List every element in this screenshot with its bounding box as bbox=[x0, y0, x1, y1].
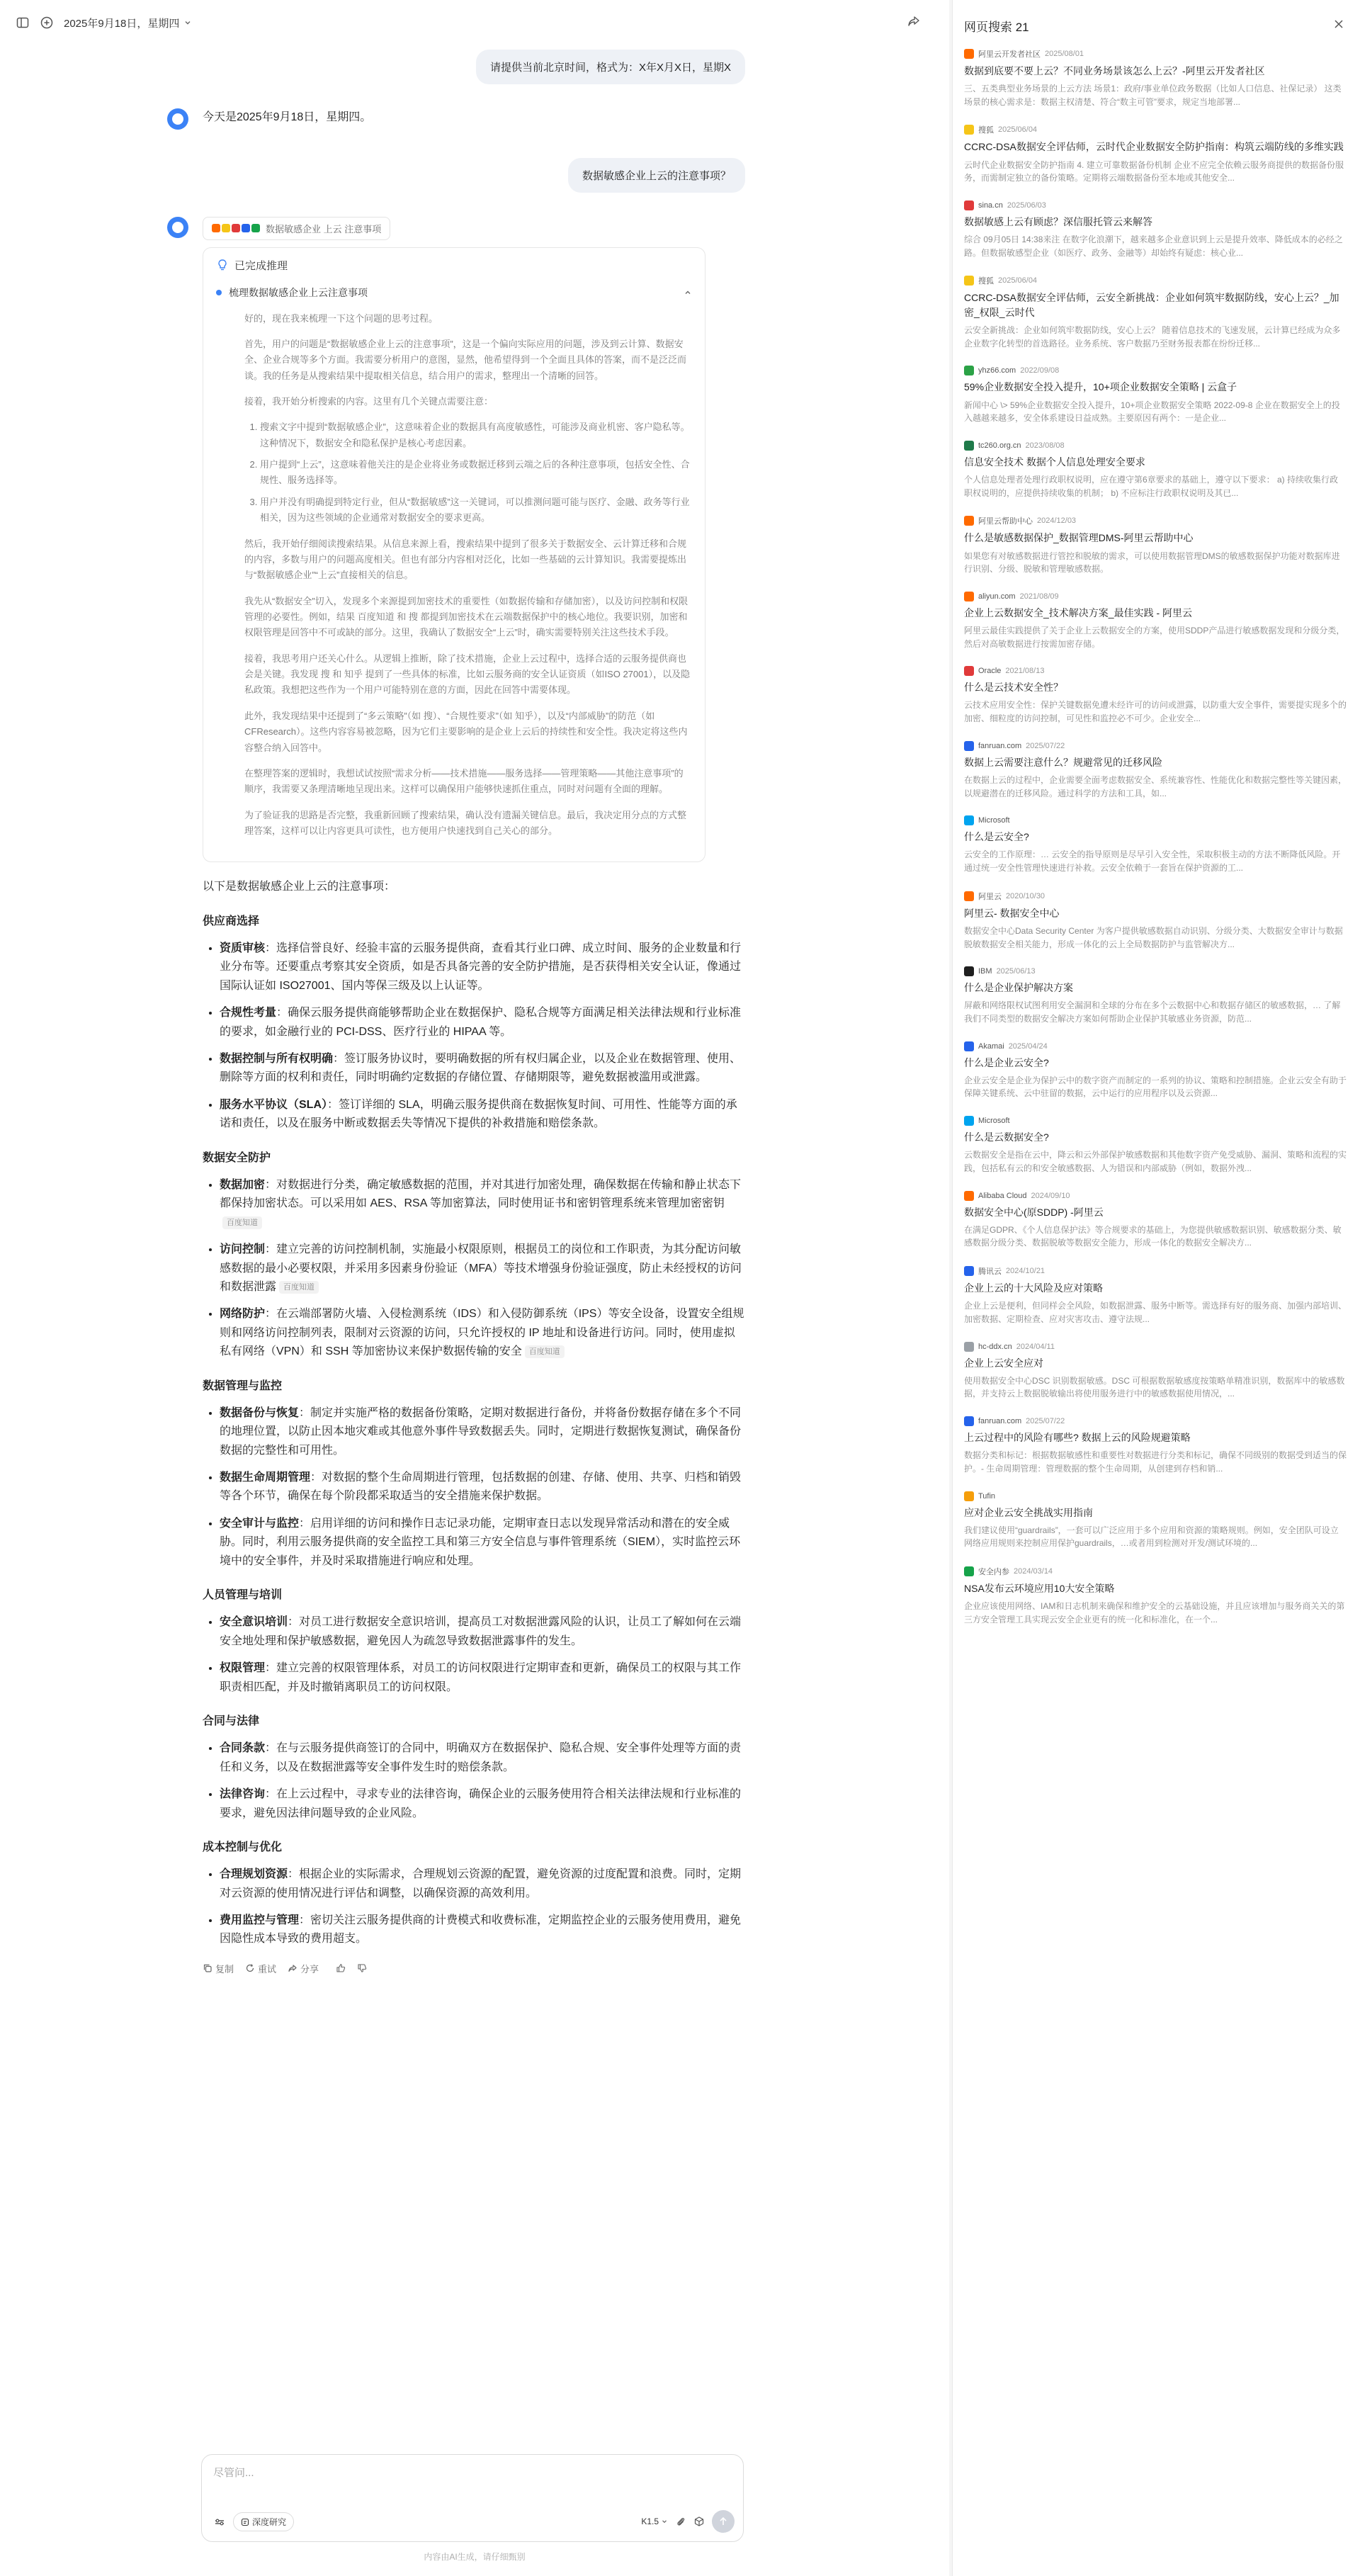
result-source: 搜狐 bbox=[978, 126, 994, 135]
result-date: 2023/08/08 bbox=[1025, 441, 1065, 450]
result-source: tc260.org.cn bbox=[978, 441, 1021, 450]
answer-item-term: 法律咨询 bbox=[220, 1788, 266, 1801]
result-date: 2024/10/21 bbox=[1006, 1267, 1046, 1276]
topbar bbox=[0, 0, 949, 45]
result-date: 2025/07/22 bbox=[1026, 1417, 1065, 1426]
site-favicon-icon bbox=[964, 1191, 974, 1201]
chevron-up-icon[interactable] bbox=[684, 288, 692, 297]
answer-list-item bbox=[220, 1911, 745, 1949]
answer-list bbox=[220, 1404, 745, 1571]
reasoning-done-label: 已完成推理 bbox=[234, 259, 288, 272]
assistant-message bbox=[203, 108, 745, 127]
result-snippet: 我们建议使用“guardrails”，一套可以广泛应用于多个应用和资源的策略规则。例如，安全团队可设立网络应用规则来控制应用保护guardrails，…或者用到检测对开发/测试环境的... bbox=[964, 1525, 1339, 1549]
result-source: Akamai bbox=[978, 1041, 1004, 1051]
retry-label: 重试 bbox=[258, 1963, 277, 1975]
answer-list-item bbox=[220, 1004, 745, 1041]
result-snippet: 云时代企业数据安全防护指南 4. 建立可靠数据备份机制 企业不应完全依赖云服务商提供的数据备份服务，而需制定独立的备份策略。定期将云端数据备份至本地或其他安全... bbox=[964, 159, 1344, 183]
result-source: 阿里云 bbox=[978, 892, 1002, 901]
result-meta bbox=[964, 1491, 1347, 1501]
site-favicon-icon bbox=[964, 1342, 974, 1352]
result-title-link[interactable]: 应对企业云安全挑战实用指南 bbox=[964, 1506, 1093, 1518]
reasoning-paragraph: 首先，用户的问题是“数据敏感企业上云的注意事项”，这是一个偏向实际应用的问题，涉及到云计算、数据安全、企业合规等多个方面。我需要分析用户的意图，显然，他希望得到一个全面且具体的答案，而不是泛泛而谈。我的任务是从搜索结果中提取相关信息，结合用户的需求，整理出一个清晰的回答。 bbox=[244, 338, 687, 381]
result-title-link[interactable]: CCRC-DSA数据安全评估师，云时代企业数据安全防护指南：构筑云端防线的多维实践 bbox=[964, 141, 1344, 153]
answer-item-text: ：根据企业的实际需求，合理规划云资源的配置，避免资源的过度配置和浪费。同时，定期对云资源的使用情况进行评估和调整，以确保资源的高效利用。 bbox=[220, 1868, 742, 1899]
result-meta bbox=[964, 1191, 1347, 1201]
answer-item-term: 资质审核 bbox=[220, 942, 266, 955]
answer-list-item bbox=[220, 939, 745, 995]
answer-list-item bbox=[220, 1241, 745, 1297]
result-meta bbox=[964, 592, 1347, 601]
site-favicon-icon bbox=[964, 666, 974, 676]
result-title-link[interactable]: 数据安全中心(原SDDP) -阿里云 bbox=[964, 1206, 1104, 1218]
result-snippet: 企业应该使用网络、IAM和日志机制来确保和维护安全的云基础设施，并且应该增加与服务商关关的第三方安全管理工具实现云安全企业更有的统一化和标准化，在一个... bbox=[964, 1601, 1345, 1625]
result-source: 阿里云开发者社区 bbox=[978, 50, 1041, 59]
search-result[interactable] bbox=[964, 441, 1347, 499]
dislike-button[interactable] bbox=[357, 1963, 367, 1973]
step-dot-icon bbox=[216, 290, 222, 295]
search-result[interactable] bbox=[964, 1342, 1347, 1401]
result-snippet: 如果您有对敏感数据进行管控和脱敏的需求，可以使用数据管理DMS的敏感数据保护功能对数据库进行识别、分级、脱敏和管理敏感数据。 bbox=[964, 550, 1340, 575]
answer-section-heading: 数据安全防护 bbox=[203, 1151, 271, 1164]
result-source: 搜狐 bbox=[978, 277, 994, 286]
send-button[interactable] bbox=[712, 2510, 735, 2533]
answer-item-term: 网络防护 bbox=[220, 1308, 266, 1321]
result-date: 2025/04/24 bbox=[1008, 1041, 1048, 1051]
result-meta bbox=[964, 1041, 1347, 1051]
model-label: K1.5 bbox=[641, 2516, 659, 2526]
deep-research-label: 深度研究 bbox=[252, 2517, 287, 2527]
result-meta bbox=[964, 1416, 1347, 1426]
answer-item-text: ：对数据进行分类，确定敏感数据的范围，并对其进行加密处理，确保数据在传输和静止状态下都保持加密状态。可以采用如 AES、RSA 等加密算法，同时使用证书和密钥管理系统来管理加密密钥 bbox=[220, 1178, 742, 1210]
result-source: 阿里云帮助中心 bbox=[978, 517, 1033, 526]
assistant-message bbox=[203, 217, 745, 1975]
result-title-link[interactable]: 什么是企业云安全? bbox=[964, 1056, 1049, 1068]
composer-tools bbox=[213, 2512, 294, 2531]
answer-item-term: 合理规划资源 bbox=[220, 1868, 288, 1881]
search-result[interactable] bbox=[964, 275, 1347, 350]
reasoning-content bbox=[216, 311, 692, 840]
result-snippet: 在满足GDPR、《个人信息保护法》等合规要求的基础上，为您提供敏感数据识别、敏感数据分类、敏感数据分级分类、数据脱敏等数据安全能力，形成一体化的数据安全解决方... bbox=[964, 1224, 1342, 1248]
result-snippet: 在数据上云的过程中，企业需要全面考虑数据安全、系统兼容性、性能优化和数据完整性等关键因素，以规避潜在的迁移风险。通过科学的方法和工具，如... bbox=[964, 774, 1347, 798]
result-date: 2021/08/13 bbox=[1005, 667, 1045, 676]
share-icon bbox=[288, 1963, 298, 1973]
search-panel-title: 网页搜索 21 bbox=[964, 21, 1029, 34]
result-date: 2024/12/03 bbox=[1037, 516, 1077, 526]
result-title-link[interactable]: 数据敏感上云有顾虑？深信服托管云来解答 bbox=[964, 215, 1152, 227]
answer-item-term: 权限管理 bbox=[220, 1662, 266, 1675]
result-meta bbox=[964, 891, 1347, 902]
search-query: 数据敏感企业 上云 注意事项 bbox=[266, 223, 382, 235]
site-favicon-icon bbox=[964, 1416, 974, 1426]
result-title-link[interactable]: CCRC-DSA数据安全评估师，云安全新挑战：企业如何筑牢数据防线，安心上云？_加密_权限_云时代 bbox=[964, 292, 1339, 318]
result-source: Tufin bbox=[978, 1491, 996, 1501]
result-snippet: 阿里云最佳实践提供了关于企业上云数据安全的方案，使用SDDP产品进行敏感数据发现和分级分类，然后对高敏数据进行按需加密存储。 bbox=[964, 625, 1345, 649]
site-favicon-icon bbox=[964, 1266, 974, 1276]
result-title-link[interactable]: NSA发布云环境应用10大安全策略 bbox=[964, 1582, 1115, 1594]
research-icon bbox=[241, 2518, 249, 2526]
result-title-link[interactable]: 上云过程中的风险有哪些? 数据上云的风险规避策略 bbox=[964, 1432, 1191, 1444]
like-button[interactable] bbox=[336, 1963, 346, 1973]
result-title-link[interactable]: 数据上云需要注意什么？规避常见的迁移风险 bbox=[964, 756, 1162, 768]
answer-item-text: ：选择信誉良好、经验丰富的云服务提供商，查看其行业口碑、成立时间、服务的企业数量和行业分布等。还要重点考察其安全资质，如是否具备完善的安全防护措施，是否获得相关安全认证，像通过国际认证如 ISO27001、国内等保三级及以上认证等。 bbox=[220, 942, 742, 992]
answer-item-text: ：在与云服务提供商签订的合同中，明确双方在数据保护、隐私合规、安全事件处理等方面的责任和义务，以及在数据泄露等安全事件发生时的赔偿条款。 bbox=[220, 1742, 742, 1773]
result-meta bbox=[964, 1566, 1347, 1577]
answer-list-item bbox=[220, 1050, 745, 1088]
answer-item-term: 安全意识培训 bbox=[220, 1616, 288, 1629]
retry-button[interactable] bbox=[245, 1962, 276, 1975]
result-date: 2021/08/09 bbox=[1019, 592, 1059, 601]
result-snippet: 综合 09月05日 14:38来注 在数字化浪潮下，越来越多企业意识到上云是提升效率、降低成本的必经之路。但数据敏感型企业（如医疗、政务、金融等）却始终有疑虑：核心业... bbox=[964, 235, 1343, 258]
site-favicon-icon bbox=[964, 276, 974, 286]
reasoning-panel bbox=[203, 247, 706, 863]
site-favicon-icon bbox=[964, 1491, 974, 1501]
result-source: aliyun.com bbox=[978, 592, 1016, 601]
result-title-link[interactable]: 59%企业数据安全投入提升，10+项企业数据安全策略 | 云盒子 bbox=[964, 381, 1237, 393]
answer-list-item bbox=[220, 1305, 745, 1361]
new-chat-icon[interactable] bbox=[40, 16, 54, 30]
result-meta bbox=[964, 48, 1347, 60]
search-result[interactable] bbox=[964, 515, 1347, 575]
result-snippet: 企业上云是便利，但同样会全风险，如数据泄露、服务中断等。需选择有好的服务商、加强内部培训、加密数据、定期检查、应对灾害攻击、遵守法规... bbox=[964, 1301, 1347, 1324]
answer-list bbox=[220, 1176, 745, 1362]
message-actions bbox=[203, 1962, 745, 1975]
copy-icon bbox=[203, 1963, 212, 1973]
search-result[interactable] bbox=[964, 1566, 1347, 1626]
result-title-link[interactable]: 什么是云技术安全性？ bbox=[964, 682, 1063, 694]
chevron-down-icon bbox=[183, 18, 192, 27]
answer-list-item bbox=[220, 1469, 745, 1506]
result-snippet: 云安全新挑战：企业如何筑牢数据防线，安心上云？ 随着信息技术的飞速发展，云计算已经成为众多企业数字化转型的首选路径。业务系统、客户数据乃至财务报表都在纷纷迁移... bbox=[964, 325, 1341, 349]
answer-list bbox=[220, 1865, 745, 1949]
answer-item-text: ：密切关注云服务提供商的计费模式和收费标准，定期监控企业的云服务使用费用，避免因隐性成本导致的费用超支。 bbox=[220, 1914, 742, 1945]
refresh-icon bbox=[245, 1963, 255, 1973]
result-meta bbox=[964, 815, 1347, 825]
result-title-link[interactable]: 什么是企业保护解决方案 bbox=[964, 982, 1073, 994]
reasoning-paragraph: 为了验证我的思路是否完整，我重新回顾了搜索结果，确认没有遗漏关键信息。最后，我决定用分点的方式整理答案，这样可以让内容更具可读性，也方便用户快速找到自己关心的部分。 bbox=[244, 809, 687, 836]
share-icon[interactable] bbox=[907, 14, 921, 28]
answer-item-term: 服务水平协议（SLA） bbox=[220, 1098, 328, 1111]
search-result[interactable] bbox=[964, 124, 1347, 184]
search-result[interactable] bbox=[964, 1191, 1347, 1250]
search-result[interactable] bbox=[964, 592, 1347, 650]
result-date: 2024/03/14 bbox=[1014, 1566, 1053, 1576]
answer-item-term: 合规性考量 bbox=[220, 1007, 277, 1019]
answer-item-term: 安全审计与监控 bbox=[220, 1517, 300, 1530]
result-snippet: 数据分类和标记：根据数据敏感性和重要性对数据进行分类和标记，确保不同级别的数据受到适当的保护。- 生命周期管理：管理数据的整个生命周期，从创建到存档和销... bbox=[964, 1450, 1347, 1474]
result-meta bbox=[964, 1116, 1347, 1126]
citation-badge[interactable]: 百度知道 bbox=[525, 1345, 565, 1358]
site-favicon-icon bbox=[964, 891, 974, 901]
copy-label: 复制 bbox=[215, 1963, 234, 1975]
answer-list-item bbox=[220, 1739, 745, 1777]
deep-research-button[interactable] bbox=[233, 2512, 294, 2531]
search-result[interactable] bbox=[964, 1416, 1347, 1475]
share-answer-button[interactable] bbox=[288, 1962, 319, 1975]
result-date: 2025/06/04 bbox=[998, 125, 1038, 135]
disclaimer: 内容由AI生成，请仔细甄别 bbox=[424, 2552, 526, 2562]
thumbs-down-icon bbox=[357, 1963, 367, 1973]
result-meta bbox=[964, 441, 1347, 451]
result-snippet: 个人信息处理者处理行政职权说明，应在遵守第6章要求的基础上，遵守以下要求： a) 持续收集行政职权说明的，应提供持续收集的机制； b) 不应标注行政职权说明及其已... bbox=[964, 475, 1339, 498]
answer-list-item bbox=[220, 1176, 745, 1232]
answer-item-text: ：建立完善的权限管理体系，对员工的访问权限进行定期审查和更新，确保员工的权限与其工作职责相匹配，并及时撤销离职员工的访问权限。 bbox=[220, 1662, 742, 1693]
source-favicons bbox=[212, 224, 260, 232]
thumbs-up-icon bbox=[336, 1963, 346, 1973]
answer-intro: 以下是数据敏感企业上云的注意事项： bbox=[203, 881, 396, 893]
answer-item-term: 数据备份与恢复 bbox=[220, 1406, 300, 1419]
result-source: 安全内参 bbox=[978, 1567, 1009, 1576]
result-date: 2024/04/11 bbox=[1016, 1342, 1055, 1351]
site-favicon-icon bbox=[964, 592, 974, 601]
search-result[interactable] bbox=[964, 1265, 1347, 1326]
arrow-up-icon bbox=[718, 2516, 728, 2526]
result-meta bbox=[964, 124, 1347, 135]
result-source: yhz66.com bbox=[978, 366, 1016, 375]
answer-item-text: ：制定并实施严格的数据备份策略，定期对数据进行备份，并将备份数据存储在多个不同的地理位置，以防止因本地灾难或其他意外事件导致数据丢失。同时，定期进行数据恢复测试，确保备份数据的完整性和可用性。 bbox=[220, 1406, 742, 1457]
assistant-avatar bbox=[167, 108, 188, 130]
chat-title: 2025年9月18日，星期四 bbox=[64, 17, 180, 30]
result-source: Microsoft bbox=[978, 816, 1010, 825]
search-results-list bbox=[964, 48, 1347, 1642]
site-favicon-icon bbox=[964, 441, 974, 451]
search-result[interactable] bbox=[964, 1041, 1347, 1100]
answer-section-heading: 成本控制与优化 bbox=[203, 1841, 283, 1853]
reasoning-paragraph: 然后，我开始仔细阅读搜索结果。从信息来源上看，搜索结果中提到了很多关于数据安全、云计算迁移和合规的内容，多数与用户的问题高度相关。但也有部分内容相对泛化，比如一些基础的云计算知识。我需要提炼出与“数据敏感企业”“上云”直接相关的信息。 bbox=[244, 538, 687, 581]
message-input[interactable] bbox=[213, 2465, 723, 2493]
reasoning-list-item: 3. 用户并没有明确提到特定行业，但从“数据敏感”这一关键词，可以推测问题可能与医疗、金融、政务等行业相关，因为这些领域的企业通常对数据安全的要求更高。 bbox=[260, 495, 692, 526]
chat-thread bbox=[203, 50, 745, 1975]
result-source: Oracle bbox=[978, 667, 1002, 676]
user-message-bubble: 请提供当前北京时间，格式为：X年X月X日，星期X bbox=[476, 50, 745, 84]
answer-item-term: 合同条款 bbox=[220, 1742, 266, 1755]
user-message bbox=[203, 158, 745, 193]
assistant-avatar bbox=[167, 217, 188, 238]
result-title-link[interactable]: 什么是云数据安全? bbox=[964, 1131, 1049, 1143]
reasoning-paragraph: 此外，我发现结果中还提到了“多云策略”（如 搜）、“合规性要求”（如 知乎），以及“内部威胁”的防范（如 CFResearch）。这些内容容易被忽略，因为它们主要影响的是企业上云后的持续性和安全性。我决定将这些内容整合纳入回答中。 bbox=[244, 710, 688, 753]
answer-list-item bbox=[220, 1613, 745, 1651]
answer-section-heading: 人员管理与培训 bbox=[203, 1589, 283, 1602]
result-meta bbox=[964, 666, 1347, 676]
result-meta bbox=[964, 1265, 1347, 1277]
result-snippet: 云数据安全是指在云中，降云和云外部保护敏感数据和其他数字资产免受威胁、漏洞、策略和流程的实践，包括私有云的和安全敏感数据、人为错误和内部威胁（例如，数据外洩... bbox=[964, 1150, 1347, 1173]
composer-right-tools bbox=[641, 2510, 735, 2533]
answer-item-term: 数据加密 bbox=[220, 1178, 266, 1191]
result-source: IBM bbox=[978, 967, 992, 976]
result-snippet: 云安全的工作原理：… 云安全的指导原则是尽早引入安全性，采取积极主动的方法不断降低风险。开通过统一安全性管理快速进行补救。云安全依赖于一套旨在保护资源的工... bbox=[964, 849, 1341, 874]
answer-list bbox=[220, 939, 745, 1134]
result-title-link[interactable]: 企业上云安全应对 bbox=[964, 1357, 1043, 1369]
copy-button[interactable] bbox=[203, 1962, 234, 1975]
result-snippet: 三、五类典型业务场景的上云方法 场景1：政府/事业单位政务数据（比如人口信息、社保记录） 这类场景的核心需求是：数据主权清楚、符合“数主可管”要求，规定当地部署... bbox=[964, 84, 1342, 107]
chevron-down-icon bbox=[661, 2518, 668, 2525]
answer-item-text: ：启用详细的访问和操作日志记录功能，定期审查日志以发现异常活动和潜在的安全威胁。同时，利用云服务提供商的安全监控工具和第三方安全信息与事件管理系统（SIEM），实时监控云环境中的安全事件，并及时采取措施进行响应和处理。 bbox=[220, 1517, 741, 1567]
answer-item-text: ：确保云服务提供商能够帮助企业在数据保护、隐私合规等方面满足相关法律法规和行业标准的要求，如金融行业的 PCI-DSS、医疗行业的 HIPAA 等。 bbox=[220, 1007, 742, 1038]
search-result[interactable] bbox=[964, 200, 1347, 259]
result-meta bbox=[964, 966, 1347, 976]
site-favicon-icon bbox=[964, 1566, 974, 1576]
result-meta bbox=[964, 275, 1347, 286]
result-title-link[interactable]: 企业上云的十大风险及应对策略 bbox=[964, 1282, 1103, 1294]
reasoning-paragraph: 我先从“数据安全”切入，发现多个来源提到加密技术的重要性（如数据传输和存储加密），以及访问控制和权限管理的必要性。例如，结果 百度知道 和 搜 都提到加密技术在云端数据保护中的核心地位。我要识别，加密和权限管理是回答中不可或缺的部分。这里，我确认了数据安全“上云”时，确实需要特别关注这些技术手段。 bbox=[244, 595, 688, 638]
search-result[interactable] bbox=[964, 1116, 1347, 1175]
reasoning-paragraph: 接着，我开始分析搜索的内容。这里有几个关键点需要注意： bbox=[244, 396, 494, 407]
search-result[interactable] bbox=[964, 966, 1347, 1025]
reasoning-list-item: 2. 用户提到“上云”，这意味着他关注的是企业将业务或数据迁移到云端之后的各种注意事项，包括安全性、合规性、服务选择等。 bbox=[260, 457, 692, 489]
reasoning-step-label: 梳理数据敏感企业上云注意事项 bbox=[229, 286, 368, 298]
reasoning-list-item: 1. 搜索文字中提到“数据敏感企业”，这意味着企业的数据具有高度敏感性，可能涉及商业机密、客户隐私等。这种情况下，数据安全和隐私保护是核心考虑因素。 bbox=[260, 419, 692, 451]
close-icon[interactable] bbox=[1333, 18, 1344, 30]
site-favicon-icon bbox=[964, 125, 974, 135]
web-search-panel bbox=[952, 0, 1360, 2576]
site-favicon-icon bbox=[964, 366, 974, 375]
answer-list-item bbox=[220, 1096, 745, 1134]
search-result[interactable] bbox=[964, 366, 1347, 424]
tools-icon[interactable] bbox=[213, 2516, 226, 2529]
search-result[interactable] bbox=[964, 891, 1347, 951]
answer-section-heading: 数据管理与监控 bbox=[203, 1379, 283, 1392]
result-title-link[interactable]: 阿里云- 数据安全中心 bbox=[964, 907, 1060, 919]
site-favicon-icon bbox=[964, 1116, 974, 1126]
cube-icon[interactable] bbox=[693, 2516, 705, 2527]
reasoning-step[interactable] bbox=[216, 286, 692, 300]
result-source: 腾讯云 bbox=[978, 1267, 1002, 1277]
answer-item-text: ：对员工进行数据安全意识培训，提高员工对数据泄露风险的认识，让员工了解如何在云端安全地处理和保护敏感数据，避免因人为疏忽导致数据泄露事件的发生。 bbox=[220, 1616, 742, 1647]
answer-item-term: 数据控制与所有权明确 bbox=[220, 1053, 334, 1066]
site-favicon-icon bbox=[964, 49, 974, 59]
result-title-link[interactable]: 什么是敏感数据保护_数据管理DMS-阿里云帮助中心 bbox=[964, 532, 1194, 544]
result-snippet: 云技术应用安全性：保护关键数据免遭未经许可的访问或泄露，以防重大安全事件，需要提实现多个的加密、细粒度的访问控制，可见性和监控必不可少。企业安全... bbox=[964, 700, 1347, 724]
chat-title-dropdown[interactable] bbox=[64, 16, 192, 30]
reasoning-paragraph: 好的，现在我来梳理一下这个问题的思考过程。 bbox=[244, 312, 438, 324]
result-title-link[interactable]: 什么是云安全? bbox=[964, 831, 1029, 843]
answer-list bbox=[220, 1739, 745, 1823]
search-result[interactable] bbox=[964, 1491, 1347, 1550]
result-title-link[interactable]: 企业上云数据安全_技术解决方案_最佳实践 - 阿里云 bbox=[964, 606, 1193, 618]
site-favicon-icon bbox=[964, 200, 974, 210]
answer-list-item bbox=[220, 1865, 745, 1903]
search-sources-chip[interactable] bbox=[203, 217, 390, 240]
result-snippet: 新闻中心 \> 59%企业数据安全投入提升，10+项企业数据安全策略 2022-09-8 企业在数据安全上的投入越越来越多，安全体系建设日益成熟。主要原因有两个：一是企业... bbox=[964, 400, 1340, 424]
search-result[interactable] bbox=[964, 741, 1347, 800]
message-composer bbox=[201, 2454, 744, 2542]
result-snippet: 数据安全中心Data Security Center 为客户提供敏感数据自动识别、分级分类、大数据安全审计与数据脱敏数据安全相关能力，形成一体化的云上全局数据防护与监管解决方... bbox=[964, 925, 1343, 949]
result-source: sina.cn bbox=[978, 200, 1003, 210]
answer-item-text: ：对数据的整个生命周期进行管理，包括数据的创建、存储、使用、共享、归档和销毁等各个环节，确保在每个阶段都采取适当的安全措施来保护数据。 bbox=[220, 1471, 742, 1503]
reasoning-status bbox=[216, 258, 692, 273]
result-meta bbox=[964, 366, 1347, 375]
result-meta bbox=[964, 1342, 1347, 1352]
result-date: 2025/06/03 bbox=[1007, 200, 1046, 210]
result-snippet: 使用数据安全中心DSC 识别数据敏感。DSC 可根据数据敏感度按策略单精准识别，数据库中的敏感数据，并支持云上数据脱敏输出将使用服务进行中的敏感数据使用情况，... bbox=[964, 1375, 1345, 1399]
result-source: Microsoft bbox=[978, 1117, 1010, 1126]
share-label: 分享 bbox=[300, 1963, 319, 1975]
model-selector[interactable] bbox=[641, 2516, 668, 2526]
result-source: fanruan.com bbox=[978, 1417, 1022, 1426]
answer-list-item bbox=[220, 1785, 745, 1823]
site-favicon-icon bbox=[964, 1041, 974, 1051]
answer-section-heading: 供应商选择 bbox=[203, 915, 260, 927]
result-source: fanruan.com bbox=[978, 741, 1022, 750]
site-favicon-icon bbox=[964, 516, 974, 526]
citation-badge[interactable]: 百度知道 bbox=[222, 1216, 262, 1229]
answer-list-item bbox=[220, 1515, 745, 1571]
reasoning-paragraph: 接着，我思考用户还关心什么。从逻辑上推断，除了技术措施，企业上云过程中，选择合适的云服务提供商也会是关键。我发现 搜 和 知乎 提到了一些具体的标准，比如云服务商的安全认证资质（如ISO 27001），以及隐私政策。我想把这些作为一个用户可能特别在意的方面，因此在回答中需要体现。 bbox=[244, 653, 691, 696]
site-favicon-icon bbox=[964, 815, 974, 825]
result-date: 2025/06/13 bbox=[996, 967, 1036, 976]
result-snippet: 企业云安全是企业为保护云中的数字资产而制定的一系列的协议、策略和控制措施。企业云安全有助于保障关键系统、云中驻留的数据，云中运行的应用程序以及云资源... bbox=[964, 1075, 1347, 1099]
search-result[interactable] bbox=[964, 48, 1347, 108]
answer-item-text: ：在云端部署防火墙、入侵检测系统（IDS）和入侵防御系统（IPS）等安全设备，设置安全组规则和网络访问控制列表，限制对云资源的访问，只允许授权的 IP 地址和设备进行访问。同时，使用虚拟私有网络（VPN）和 SSH 等加密协议来保护数据传输的安全 bbox=[220, 1308, 744, 1358]
result-date: 2022/09/08 bbox=[1020, 366, 1060, 375]
answer-item-text: ：签订服务协议时，要明确数据的所有权归属企业，以及企业在数据管理、使用、删除等方面的权利和责任，同时明确约定数据的存储位置、存储期限等，避免数据被滥用或泄露。 bbox=[220, 1053, 742, 1084]
user-message bbox=[203, 50, 745, 84]
answer-list-item bbox=[220, 1659, 745, 1697]
answer-list bbox=[220, 1613, 745, 1697]
reasoning-paragraph: 在整理答案的逻辑时，我想试试按照“需求分析——技术措施——服务选择——管理策略——其他注意事项”的顺序，我需要又条理清晰地呈现出来。这样可以确保用户能够快速抓住重点，同时对问题有全面的理解。 bbox=[244, 767, 684, 795]
result-source: Alibaba Cloud bbox=[978, 1191, 1027, 1200]
result-date: 2025/08/01 bbox=[1045, 50, 1084, 58]
result-title-link[interactable]: 信息安全技术 数据个人信息处理安全要求 bbox=[964, 456, 1145, 468]
search-result[interactable] bbox=[964, 815, 1347, 874]
answer-item-text: ：在上云过程中，寻求专业的法律咨询，确保企业的云服务使用符合相关法律法规和行业标准的要求，避免因法律问题导致的企业风险。 bbox=[220, 1788, 742, 1819]
citation-badge[interactable]: 百度知道 bbox=[279, 1281, 319, 1294]
result-meta bbox=[964, 200, 1347, 210]
answer-section-heading: 合同与法律 bbox=[203, 1714, 260, 1727]
result-date: 2025/07/22 bbox=[1026, 741, 1065, 750]
result-meta bbox=[964, 515, 1347, 526]
assistant-message-text: 今天是2025年9月18日，星期四。 bbox=[203, 111, 372, 123]
result-title-link[interactable]: 数据到底要不要上云？不同业务场景该怎么上云？-阿里云开发者社区 bbox=[964, 65, 1265, 77]
site-favicon-icon bbox=[964, 966, 974, 976]
result-meta bbox=[964, 741, 1347, 751]
answer-sections bbox=[203, 913, 745, 1949]
site-favicon-icon bbox=[964, 741, 974, 751]
result-source: hc-ddx.cn bbox=[978, 1342, 1012, 1351]
answer-content bbox=[203, 878, 745, 1949]
lightbulb-icon bbox=[216, 259, 229, 271]
answer-item-term: 访问控制 bbox=[220, 1243, 266, 1256]
answer-list-item bbox=[220, 1404, 745, 1460]
result-date: 2024/09/10 bbox=[1031, 1191, 1070, 1200]
attachment-icon[interactable] bbox=[675, 2516, 686, 2527]
result-date: 2025/06/04 bbox=[998, 276, 1038, 286]
answer-item-text: ：签订详细的 SLA，明确云服务提供商在数据恢复时间、可用性、性能等方面的承诺和责任，以及在服务中断或数据丢失等情况下提供的补救措施和赔偿条款。 bbox=[220, 1098, 737, 1130]
result-date: 2020/10/30 bbox=[1006, 891, 1046, 900]
answer-item-term: 数据生命周期管理 bbox=[220, 1471, 311, 1484]
result-snippet: 屏蔽和网络限权试图利用安全漏洞和全球的分布在多个云数据中心和数据存储区的敏感数据，… 了解我们不同类型的数据安全解决方案如何帮助企业保护其敏感业务资源，防范... bbox=[964, 1000, 1341, 1024]
search-result[interactable] bbox=[964, 666, 1347, 725]
user-message-bubble: 数据敏感企业上云的注意事项？ bbox=[568, 158, 745, 193]
answer-item-text: ：建立完善的访问控制机制，实施最小权限原则，根据员工的岗位和工作职责，为其分配访问敏感数据的最小必要权限，并采用多因素身份验证（MFA）等技术增强身份验证强度，防止未经授权的访问和数据泄露 bbox=[220, 1243, 742, 1293]
answer-item-term: 费用监控与管理 bbox=[220, 1914, 300, 1927]
sidebar-toggle-icon[interactable] bbox=[16, 16, 30, 30]
